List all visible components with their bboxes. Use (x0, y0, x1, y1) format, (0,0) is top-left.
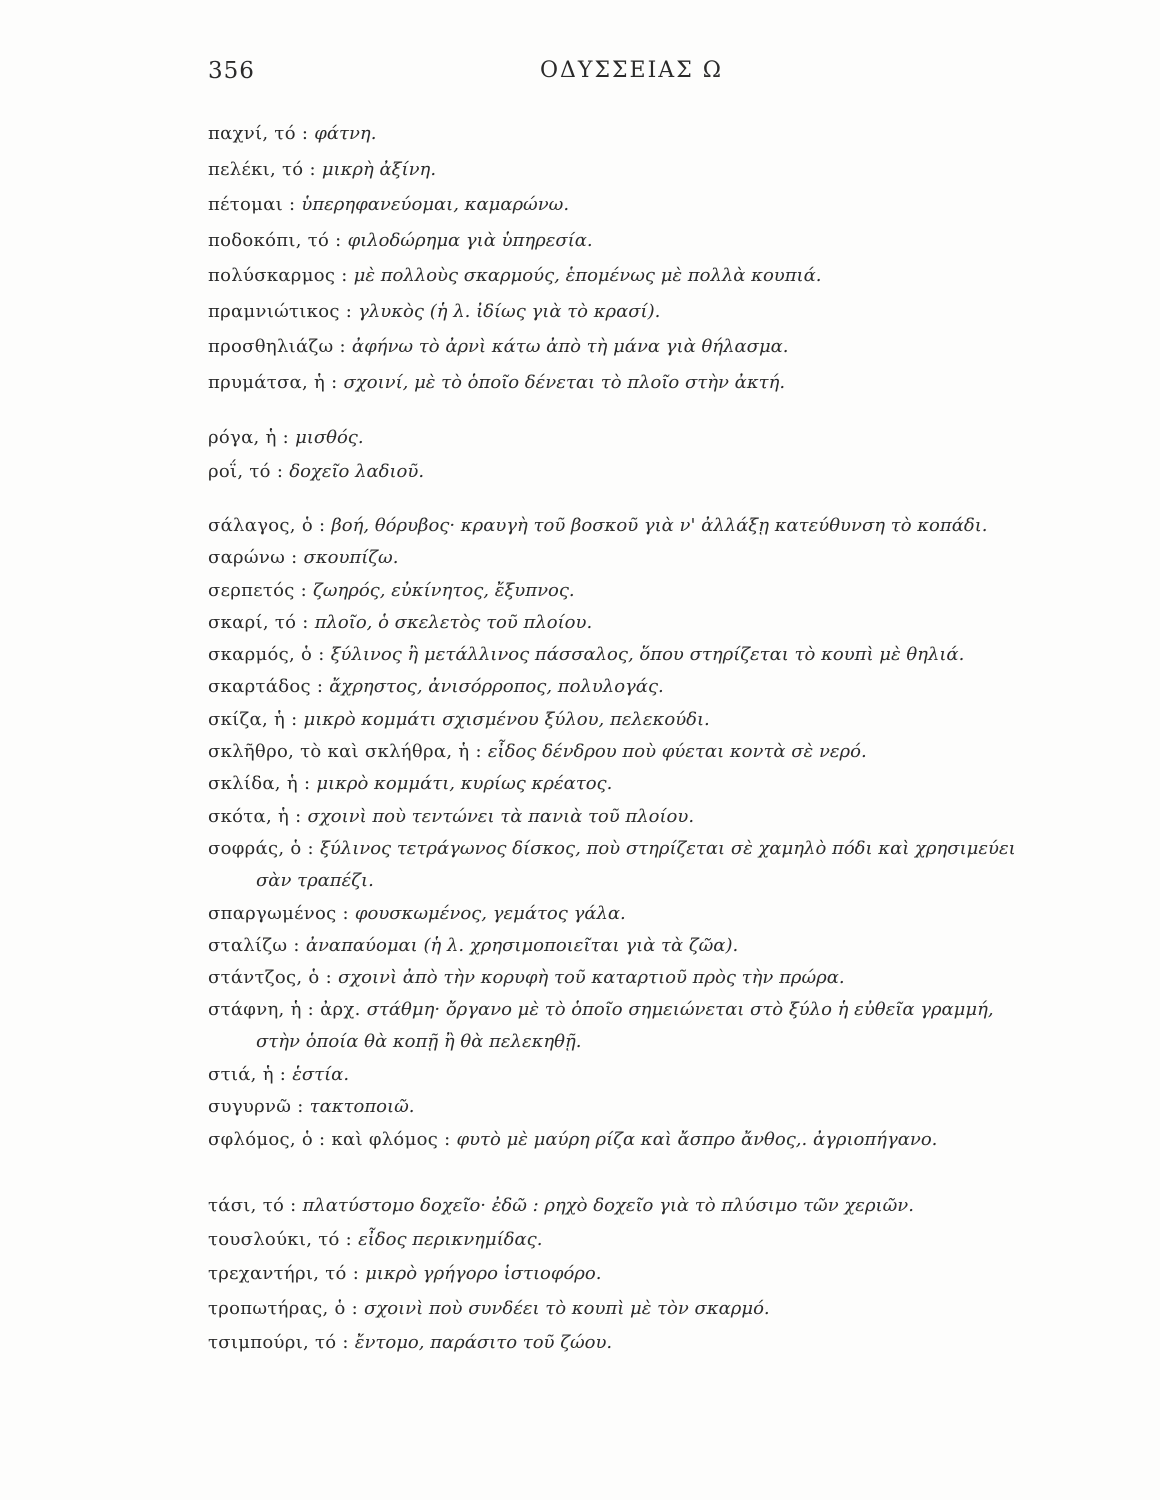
glossary-section-tau (208, 1196, 914, 1367)
glossary-entry (208, 516, 1016, 548)
glossary-entry (208, 677, 1016, 709)
entry-definition: σκουπίζω. (303, 547, 399, 569)
entry-term: σκίζα, ἡ : (208, 708, 304, 730)
entry-term: σάλαγος, ὁ : (208, 515, 332, 536)
entry-definition: εἶδος δένδρου ποὺ φύεται κοντὰ σὲ νερό. (487, 741, 867, 763)
entry-definition: μισθός. (295, 427, 364, 448)
entry-definition: ξύλινος ἢ μετάλλινος πάσσαλος, ὅπου στηρίζεται τὸ κουπὶ μὲ θηλιά. (330, 644, 965, 666)
entry-term: πραμνιώτικος : (208, 300, 359, 322)
glossary-entry (208, 373, 822, 409)
entry-definition: φιλοδώρημα γιὰ ὑπηρεσία. (347, 229, 593, 251)
entry-definition: ζωηρός, εὐκίνητος, ἔξυπνος. (313, 579, 575, 601)
glossary-entry (208, 1000, 1016, 1065)
glossary-entry (208, 302, 822, 338)
glossary-section-rho (208, 428, 424, 496)
entry-term: σκότα, ἡ : (208, 805, 308, 827)
entry-definition: ἀφήνω τὸ ἀρνὶ κάτω ἀπὸ τὴ μάνα γιὰ θήλασμα. (351, 336, 789, 357)
entry-definition: ἀναπαύομαι (ἡ λ. χρησιμοποιεῖται γιὰ τὰ ζῶα). (305, 934, 739, 956)
glossary-entry (208, 742, 1016, 774)
running-title: ΟΔΥΣΣΕΙΑΣ Ω (540, 58, 723, 83)
page-number: 356 (208, 58, 255, 84)
entry-term: τσιμπούρι, τό : (208, 1331, 355, 1353)
glossary-entry (208, 1196, 914, 1230)
entry-term: παχνί, τό : (208, 123, 315, 144)
glossary-entry (208, 710, 1016, 742)
entry-definition: ἄχρηστος, ἀνισόρροπος, πολυλογάς. (329, 676, 664, 698)
glossary-entry (208, 645, 1016, 677)
glossary-section-pi (208, 124, 822, 408)
entry-definition: γλυκὸς (ἡ λ. ἰδίως γιὰ τὸ κρασί). (358, 300, 661, 322)
entry-term: τροπωτήρας, ὁ : (208, 1297, 365, 1319)
glossary-section-sigma (208, 516, 1016, 1162)
entry-definition: ξύλινος τετράγωνος δίσκος, ποὺ στηρίζεται σὲ χαμηλὸ πόδι καὶ χρησιμεύει (319, 837, 1016, 859)
entry-definition-continued: σὰν τραπέζι. (256, 869, 374, 891)
glossary-entry (208, 839, 1016, 904)
glossary-entry (208, 1333, 914, 1367)
glossary-entry (208, 548, 1016, 580)
glossary-entry (208, 462, 424, 496)
entry-definition-continued: στὴν ὁποία θὰ κοπῇ ἢ θὰ πελεκηθῇ. (256, 1031, 582, 1053)
entry-term: τάσι, τό : (208, 1195, 303, 1216)
entry-definition: φουσκωμένος, γεμάτος γάλα. (354, 902, 626, 924)
entry-term: σοφράς, ὁ : (208, 837, 320, 859)
entry-definition: τακτοποιῶ. (309, 1096, 415, 1118)
entry-term: πολύσκαρμος : (208, 265, 354, 286)
glossary-entry (208, 337, 822, 373)
glossary-entry (208, 1299, 914, 1333)
entry-definition: ἑστία. (292, 1064, 350, 1086)
entry-definition: εἶδος περικνημίδας. (358, 1229, 543, 1251)
glossary-entry (208, 160, 822, 196)
entry-definition: στάθμη· ὄργανο μὲ τὸ ὁποῖο σημειώνεται στὸ ξύλο ἡ εὐθεῖα γραμμή, (366, 999, 994, 1021)
glossary-entry (208, 581, 1016, 613)
glossary-entry (208, 904, 1016, 936)
entry-term: σκαρμός, ὁ : (208, 644, 331, 666)
entry-term: σπαργωμένος : (208, 902, 355, 924)
glossary-entry (208, 231, 822, 267)
entry-definition: ἔντομο, παράσιτο τοῦ ζώου. (354, 1331, 613, 1353)
entry-term: στάφνη, ἡ : ἀρχ. (208, 999, 367, 1021)
glossary-entry (208, 613, 1016, 645)
entry-term: πέτομαι : (208, 194, 302, 215)
entry-term: τουσλούκι, τό : (208, 1229, 359, 1251)
entry-definition: μικρὸ γρήγορο ἱστιοφόρο. (365, 1263, 602, 1285)
entry-term: συγυρνῶ : (208, 1096, 310, 1118)
glossary-entry (208, 428, 424, 462)
glossary-entry (208, 1264, 914, 1298)
entry-term: πρυμάτσα, ἡ : (208, 371, 344, 393)
entry-definition: βοή, θόρυβος· κραυγὴ τοῦ βοσκοῦ γιὰ ν' ἀλλάξῃ κατεύθυνση τὸ κοπάδι. (331, 515, 988, 536)
entry-definition: φυτὸ μὲ μαύρη ρίζα καὶ ἄσπρο ἄνθος,. ἀγριοπήγανο. (456, 1128, 938, 1150)
entry-term: στάντζος, ὁ : (208, 967, 338, 989)
entry-definition: μικρὸ κομμάτι σχισμένου ξύλου, πελεκούδι. (303, 708, 710, 730)
entry-term: σκαρτάδος : (208, 676, 330, 698)
entry-definition: πλοῖο, ὁ σκελετὸς τοῦ πλοίου. (314, 611, 593, 633)
glossary-entry (208, 1130, 1016, 1162)
entry-term: σφλόμος, ὁ : καὶ φλόμος : (208, 1128, 457, 1150)
glossary-entry (208, 774, 1016, 806)
glossary-entry (208, 1065, 1016, 1097)
entry-definition: σχοινὶ ποὺ συνδέει τὸ κουπὶ μὲ τὸν σκαρμό. (364, 1297, 770, 1319)
entry-term: ροΐ, τό : (208, 461, 290, 482)
glossary-entry (208, 968, 1016, 1000)
glossary-entry (208, 1230, 914, 1264)
entry-term: ποδοκόπι, τό : (208, 229, 348, 251)
glossary-entry (208, 936, 1016, 968)
entry-definition: μικρὴ ἀξίνη. (321, 158, 437, 180)
entry-definition: δοχεῖο λαδιοῦ. (289, 461, 425, 482)
entry-term: πελέκι, τό : (208, 158, 322, 180)
entry-term: σερπετός : (208, 579, 314, 601)
entry-term: σκαρί, τό : (208, 611, 315, 633)
entry-definition: φάτνη. (314, 123, 377, 144)
entry-term: σαρώνω : (208, 547, 304, 569)
entry-definition: σχοινὶ ποὺ τεντώνει τὰ πανιὰ τοῦ πλοίου. (307, 805, 695, 827)
entry-definition: σχοινὶ ἀπὸ τὴν κορυφὴ τοῦ καταρτιοῦ πρὸς τὴν πρώρα. (337, 967, 845, 989)
glossary-entry (208, 195, 822, 231)
entry-term: σταλίζω : (208, 934, 306, 956)
glossary-entry (208, 807, 1016, 839)
entry-term: σκλῆθρο, τὸ καὶ σκλήθρα, ἡ : (208, 741, 488, 763)
entry-definition: μὲ πολλοὺς σκαρμούς, ἑπομένως μὲ πολλὰ κουπιά. (353, 265, 822, 286)
entry-definition: σχοινί, μὲ τὸ ὁποῖο δένεται τὸ πλοῖο στὴν ἀκτή. (343, 371, 786, 393)
entry-definition: πλατύστομο δοχεῖο· ἐδῶ : ρηχὸ δοχεῖο γιὰ τὸ πλύσιμο τῶν χεριῶν. (302, 1195, 914, 1216)
glossary-entry (208, 124, 822, 160)
entry-definition: μικρὸ κομμάτι, κυρίως κρέατος. (316, 773, 613, 795)
glossary-entry (208, 266, 822, 302)
entry-term: σκλίδα, ἡ : (208, 773, 317, 795)
entry-term: ρόγα, ἡ : (208, 427, 296, 448)
glossary-entry (208, 1097, 1016, 1129)
entry-term: προσθηλιάζω : (208, 336, 352, 357)
entry-definition: ὑπερηφανεύομαι, καμαρώνω. (301, 194, 570, 215)
entry-term: στιά, ἡ : (208, 1064, 293, 1086)
entry-term: τρεχαντήρι, τό : (208, 1263, 366, 1285)
